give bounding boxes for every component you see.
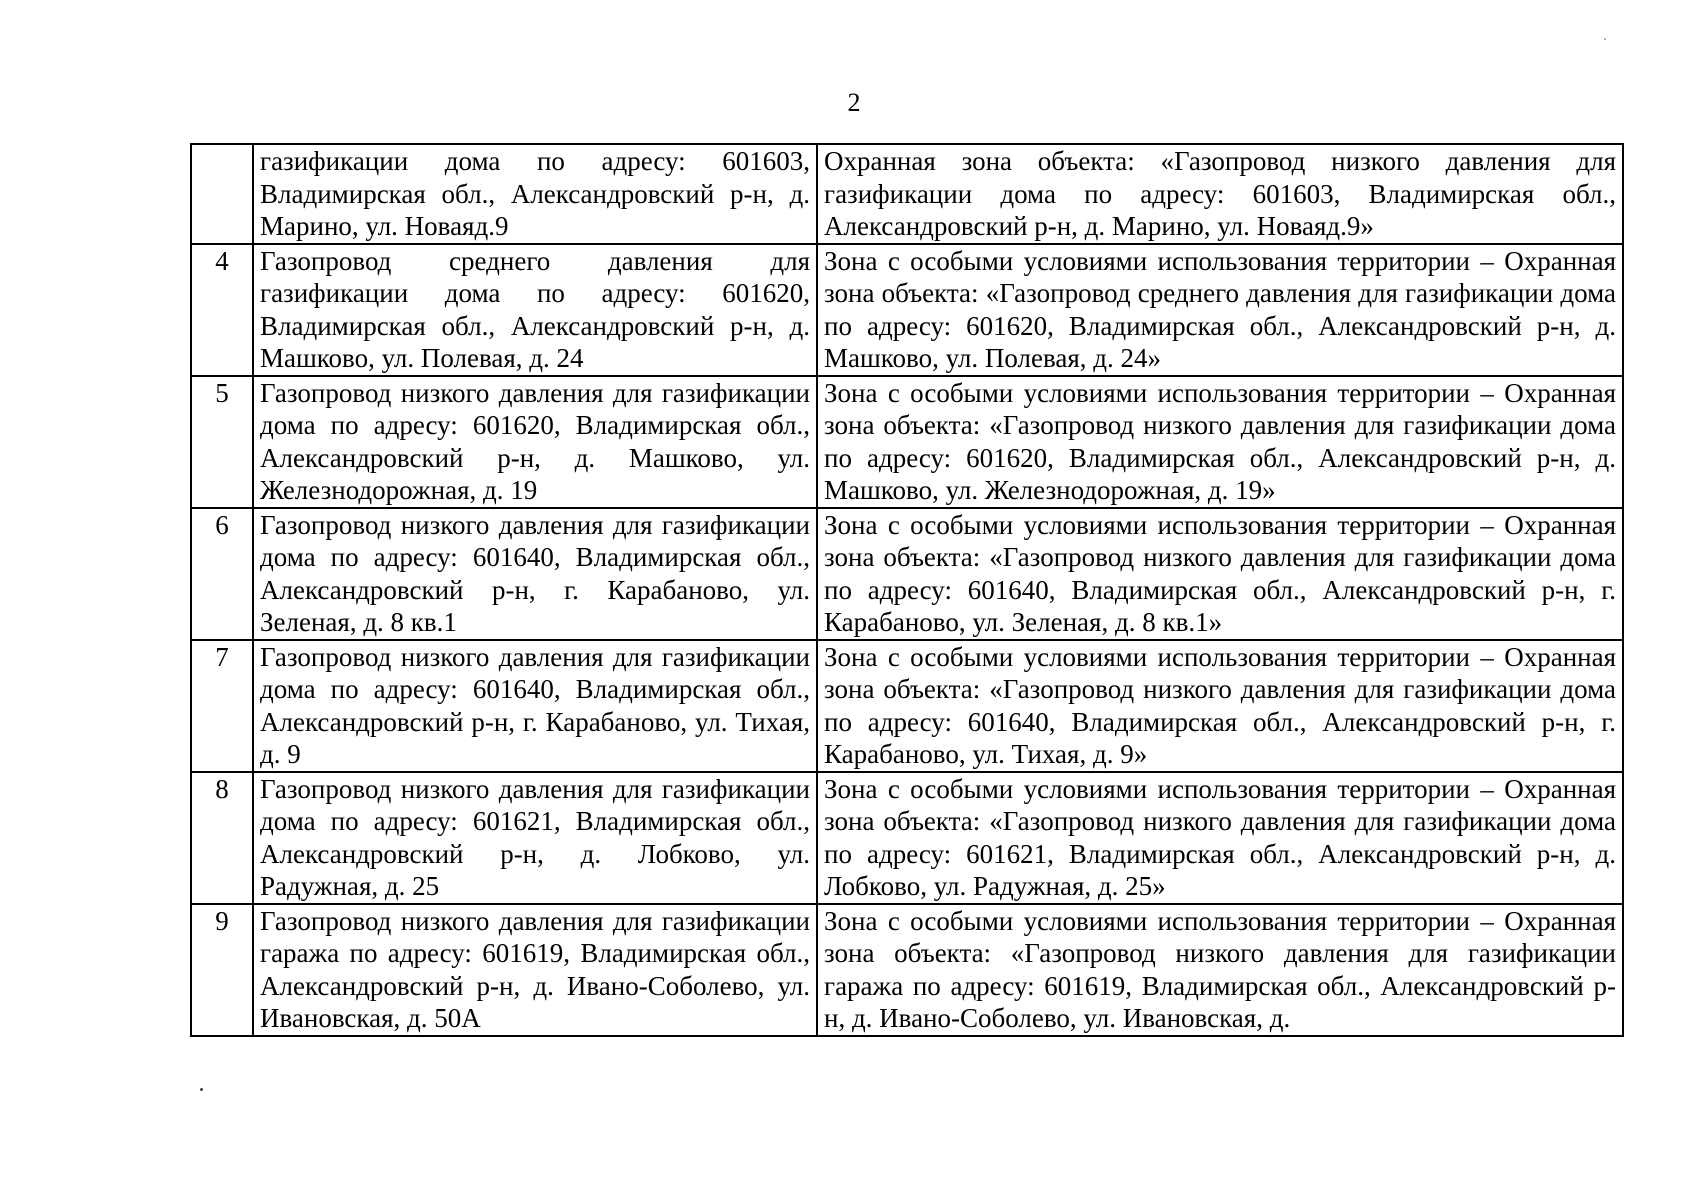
scan-speck [1604, 38, 1606, 40]
row-number: 6 [191, 508, 253, 640]
object-cell: Газопровод среднего давления для газификации дома по адресу: 601620, Владимирская обл., Александровский р-н, д. Машково, ул. Полевая, д. 24 [253, 244, 817, 376]
row-number: 4 [191, 244, 253, 376]
object-cell: Газопровод низкого давления для газификации гаража по адресу: 601619, Владимирская обл., Александровский р-н, д. Ивано-Соболево, ул. Ивановская, д. 50А [253, 904, 817, 1036]
object-cell: Газопровод низкого давления для газификации дома по адресу: 601640, Владимирская обл., Александровский р-н, г. Карабаново, ул. Зеленая, д. 8 кв.1 [253, 508, 817, 640]
object-cell: Газопровод низкого давления для газификации дома по адресу: 601620, Владимирская обл., Александровский р-н, д. Машково, ул. Железнодорожная, д. 19 [253, 376, 817, 508]
zone-cell: Зона с особыми условиями использования территории – Охранная зона объекта: «Газопровод низкого давления для газификации дома по адресу: 601640, Владимирская обл., Александровский р-н, г. Карабаново, ул. Тихая, д. 9» [817, 640, 1623, 772]
zone-cell: Зона с особыми условиями использования территории – Охранная зона объекта: «Газопровод низкого давления для газификации гаража по адресу: 601619, Владимирская обл., Александровский р-н, д. Ивано-Соболево, ул. Ивановская, д. [817, 904, 1623, 1036]
row-number: 8 [191, 772, 253, 904]
table-row [191, 508, 1623, 640]
object-cell: Газопровод низкого давления для газификации дома по адресу: 601621, Владимирская обл., Александровский р-н, д. Лобково, ул. Радужная, д. 25 [253, 772, 817, 904]
row-number: 7 [191, 640, 253, 772]
table-row [191, 640, 1623, 772]
row-number: 5 [191, 376, 253, 508]
object-cell: газификации дома по адресу: 601603, Владимирская обл., Александровский р-н, д. Марино, ул. Новаяд.9 [253, 144, 817, 244]
zone-cell: Охранная зона объекта: «Газопровод низкого давления для газификации дома по адресу: 601603, Владимирская обл., Александровский р-н, д. Марино, ул. Новаяд.9» [817, 144, 1623, 244]
scan-speck [200, 1088, 203, 1091]
table-row [191, 244, 1623, 376]
row-number [191, 144, 253, 244]
zone-cell: Зона с особыми условиями использования территории – Охранная зона объекта: «Газопровод низкого давления для газификации дома по адресу: 601621, Владимирская обл., Александровский р-н, д. Лобково, ул. Радужная, д. 25» [817, 772, 1623, 904]
zone-cell: Зона с особыми условиями использования территории – Охранная зона объекта: «Газопровод низкого давления для газификации дома по адресу: 601620, Владимирская обл., Александровский р-н, д. Машково, ул. Железнодорожная, д. 19» [817, 376, 1623, 508]
zone-cell: Зона с особыми условиями использования территории – Охранная зона объекта: «Газопровод низкого давления для газификации дома по адресу: 601640, Владимирская обл., Александровский р-н, г. Карабаново, ул. Зеленая, д. 8 кв.1» [817, 508, 1623, 640]
table-row [191, 772, 1623, 904]
table-row [191, 904, 1623, 1036]
zones-table [190, 143, 1624, 1037]
page-number: 2 [847, 88, 861, 117]
table-row [191, 376, 1623, 508]
row-number: 9 [191, 904, 253, 1036]
object-cell: Газопровод низкого давления для газификации дома по адресу: 601640, Владимирская обл., Александровский р-н, г. Карабаново, ул. Тихая, д. 9 [253, 640, 817, 772]
table-row [191, 144, 1623, 244]
zone-cell: Зона с особыми условиями использования территории – Охранная зона объекта: «Газопровод среднего давления для газификации дома по адресу: 601620, Владимирская обл., Александровский р-н, д. Машково, ул. Полевая, д. 24» [817, 244, 1623, 376]
